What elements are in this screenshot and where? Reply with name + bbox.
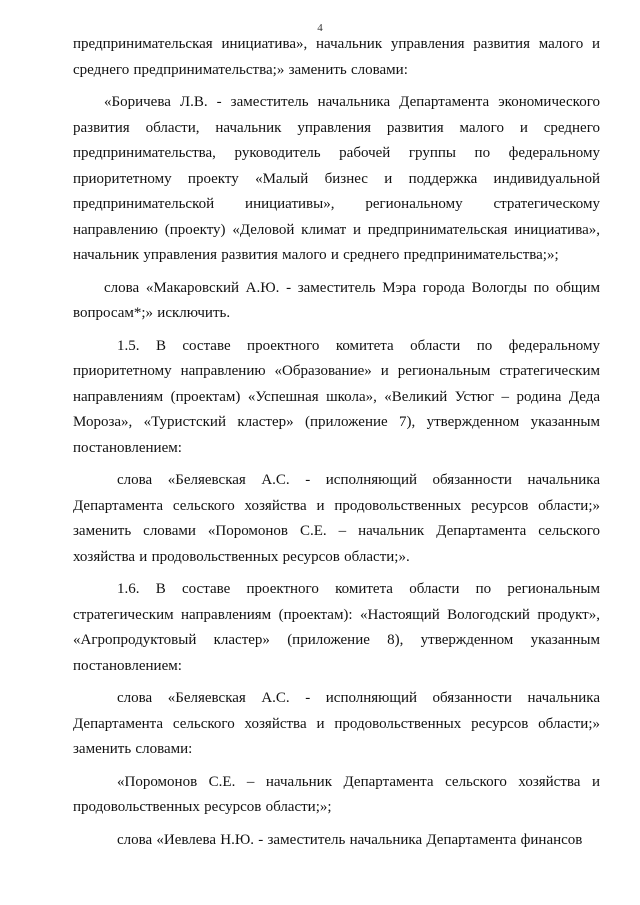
paragraph-continuation: предпринимательская инициатива», начальник управления развития малого и среднего предпринимательства;» заменить словами: — [73, 36, 600, 78]
paragraph-ievleva-start: слова «Иевлева Н.Ю. - заместитель начальника Департамента финансов — [117, 831, 583, 848]
paragraph-belyaevskaya-replacement-2: слова «Беляевская А.С. - исполняющий обязанности начальника Департамента сельского хозяйства и продовольственных ресурсов области;» заменить словами: — [73, 690, 600, 757]
paragraph-belyaevskaya-replacement-1: слова «Беляевская А.С. - исполняющий обязанности начальника Департамента сельского хозяйства и продовольственных ресурсов области;» заменить словами «Поромонов С.Е. – начальник Департамента сельского хозяйства и продовольственных ресурсов области;». — [73, 472, 600, 565]
document-body — [73, 32, 600, 860]
paragraph-boricheva-replacement: «Боричева Л.В. - заместитель начальника Департамента экономического развития области, начальник управления развития малого и среднего предпринимательства, руководитель рабочей группы по федеральному приоритетному проекту «Малый бизнес и поддержка индивидуальной предпринимательской инициативы», региональному стратегическому направлению (проекту) «Деловой климат и предпринимательская инициатива», начальник управления развития малого и среднего предпринимательства;»; — [73, 94, 600, 263]
page-number: 4 — [317, 22, 323, 34]
paragraph-poromonov-text: «Поромонов С.Е. – начальник Департамента сельского хозяйства и продовольственных ресурсов области;»; — [73, 773, 600, 815]
paragraph-item-1-6: 1.6. В составе проектного комитета области по региональным стратегическим направлениям (проектам): «Настоящий Вологодский продукт», «Агропродуктовый кластер» (приложение 8), утвержденном указанным постановлением: — [73, 581, 600, 674]
paragraph-makarovsky-exclusion: слова «Макаровский А.Ю. - заместитель Мэра города Вологды по общим вопросам*;» исключить. — [73, 279, 600, 321]
paragraph-item-1-5: 1.5. В составе проектного комитета области по федеральному приоритетному направлению «Образование» и региональным стратегическим направлениям (проектам) «Успешная школа», «Великий Устюг – родина Деда Мороза», «Туристский кластер» (приложение 7), утвержденном указанным постановлением: — [73, 337, 600, 456]
